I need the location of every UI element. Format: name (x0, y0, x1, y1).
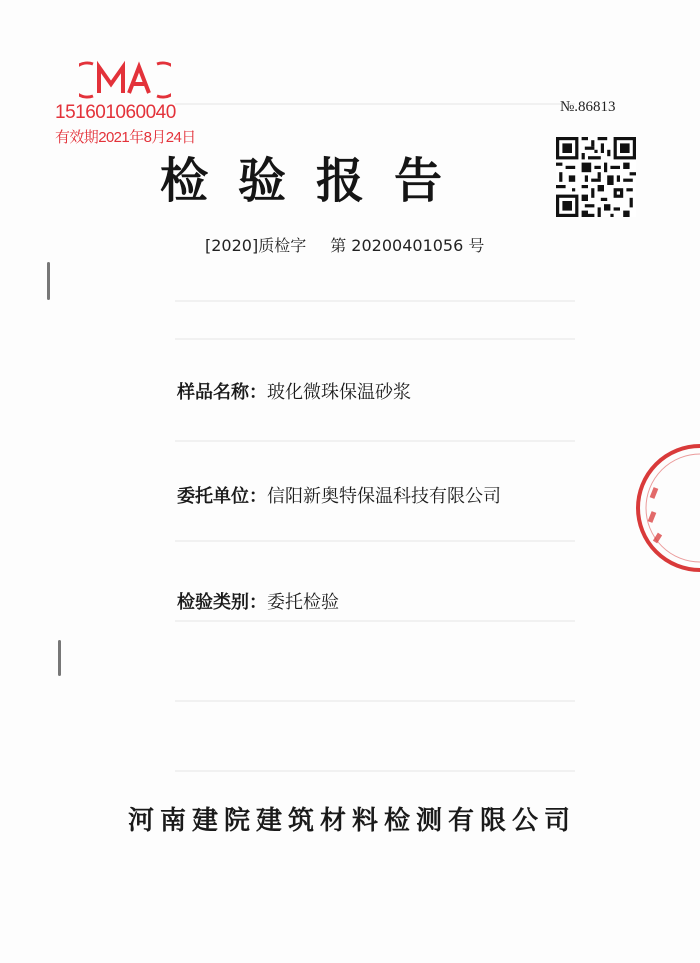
report-number (205, 233, 484, 256)
staple-mark (47, 262, 50, 300)
bleed-through-line (175, 440, 575, 442)
field-label: 样品名称： (177, 382, 267, 403)
field-label: 检验类别： (177, 592, 267, 613)
staple-mark (58, 640, 61, 676)
field-client (177, 482, 501, 508)
bleed-through-line (175, 338, 575, 340)
cma-logo-icon (79, 60, 171, 100)
bleed-through-line (175, 620, 575, 622)
field-label: 委托单位： (177, 486, 267, 507)
field-value: 信阳新奥特保温科技有限公司 (267, 486, 501, 507)
field-value: 玻化微珠保温砂浆 (267, 382, 411, 403)
bleed-through-line (175, 103, 575, 105)
bleed-through-line (175, 300, 575, 302)
field-sample-name (177, 378, 411, 404)
report-number-value: 第 20200401056 号 (330, 236, 485, 255)
serial-number: №.86813 (560, 99, 616, 115)
official-seal-icon (630, 438, 700, 578)
bleed-through-line (175, 700, 575, 702)
organization-name: 河南建院建筑材料检测有限公司 (128, 806, 577, 836)
field-value: 委托检验 (267, 592, 339, 613)
bleed-through-line (175, 770, 575, 772)
bleed-through-line (175, 540, 575, 542)
page-title: 检验报告 (160, 153, 473, 209)
cma-valid-date: 有效期2021年8月24日 (55, 129, 196, 146)
qr-code-icon (556, 137, 636, 217)
field-inspection-type (177, 588, 339, 614)
report-number-prefix: [2020]质检字 (205, 236, 307, 255)
cma-logo-text (125, 98, 126, 99)
cma-cert-number: 151601060040 (55, 102, 176, 123)
